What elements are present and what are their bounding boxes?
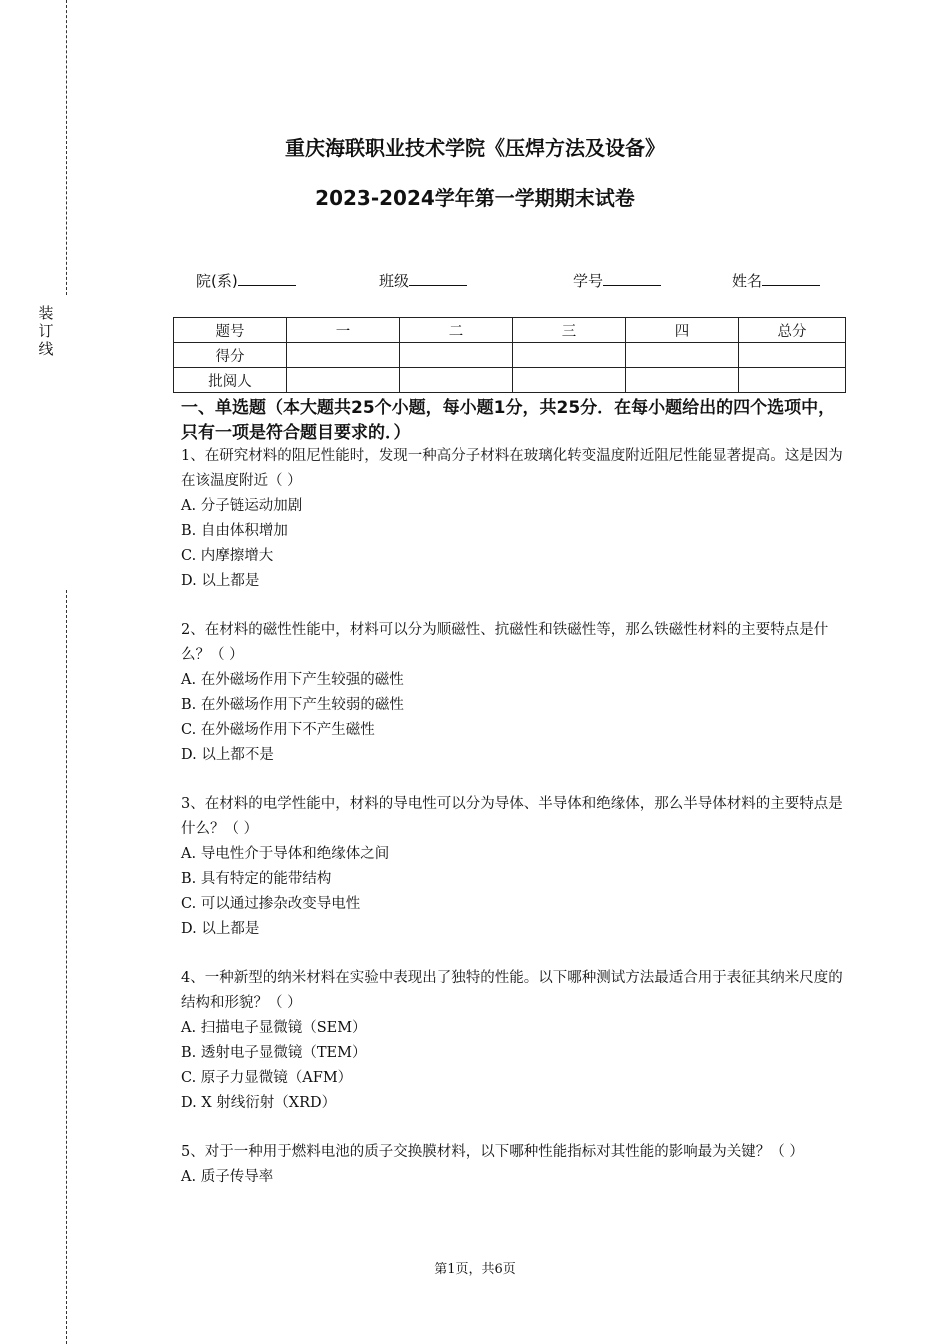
- department-label: 院(系): [196, 272, 238, 290]
- score-header-cell: 题号: [174, 318, 287, 343]
- question-5: [181, 1140, 846, 1190]
- student-id-blank[interactable]: [603, 270, 661, 286]
- department-blank[interactable]: [238, 270, 296, 286]
- score-row-label: 得分: [174, 343, 287, 368]
- binding-char: 装: [38, 304, 54, 322]
- option-a[interactable]: A. 扫描电子显微镜（SEM）: [181, 1020, 367, 1036]
- option-b[interactable]: B. 在外磁场作用下产生较弱的磁性: [181, 697, 404, 713]
- score-table-header-row: [174, 318, 846, 343]
- score-header-cell: 一: [287, 318, 400, 343]
- option-b[interactable]: B. 透射电子显微镜（TEM）: [181, 1045, 367, 1061]
- grader-cell[interactable]: [287, 368, 400, 393]
- question-2: [181, 618, 846, 768]
- department-field: [196, 270, 296, 291]
- binding-line-bottom: [66, 590, 67, 1344]
- option-d[interactable]: D. 以上都不是: [181, 747, 274, 763]
- binding-label: [36, 304, 56, 358]
- option-d[interactable]: D. 以上都是: [181, 921, 260, 937]
- question-stem: 5、对于一种用于燃料电池的质子交换膜材料，以下哪种性能指标对其性能的影响最为关键？（ ）: [181, 1144, 804, 1160]
- option-c[interactable]: C. 原子力显微镜（AFM）: [181, 1070, 353, 1086]
- score-header-cell: 总分: [739, 318, 846, 343]
- score-cell[interactable]: [400, 343, 513, 368]
- score-table: [173, 317, 846, 393]
- class-label: 班级: [379, 272, 410, 290]
- score-cell[interactable]: [287, 343, 400, 368]
- name-field: [732, 270, 820, 291]
- question-4: [181, 966, 846, 1116]
- option-a[interactable]: A. 在外磁场作用下产生较强的磁性: [181, 672, 404, 688]
- question-stem: 1、在研究材料的阻尼性能时，发现一种高分子材料在玻璃化转变温度附近阻尼性能显著提高。这是因为在该温度附近（ ）: [181, 448, 843, 489]
- option-a[interactable]: A. 质子传导率: [181, 1169, 274, 1185]
- option-c[interactable]: C. 内摩擦增大: [181, 548, 274, 564]
- binding-char: 订: [38, 322, 54, 340]
- score-cell[interactable]: [739, 343, 846, 368]
- student-id-field: [573, 270, 661, 291]
- option-d[interactable]: D. 以上都是: [181, 573, 260, 589]
- grader-cell[interactable]: [400, 368, 513, 393]
- option-a[interactable]: A. 分子链运动加剧: [181, 498, 303, 514]
- grader-cell[interactable]: [513, 368, 626, 393]
- option-c[interactable]: C. 在外磁场作用下不产生磁性: [181, 722, 375, 738]
- grader-cell[interactable]: [739, 368, 846, 393]
- option-a[interactable]: A. 导电性介于导体和绝缘体之间: [181, 846, 390, 862]
- question-stem: 4、一种新型的纳米材料在实验中表现出了独特的性能。以下哪种测试方法最适合用于表征其纳米尺度的结构和形貌？（ ）: [181, 970, 843, 1011]
- score-header-cell: 二: [400, 318, 513, 343]
- score-cell[interactable]: [626, 343, 739, 368]
- option-c[interactable]: C. 可以通过掺杂改变导电性: [181, 896, 361, 912]
- score-header-cell: 三: [513, 318, 626, 343]
- grader-row-label: 批阅人: [174, 368, 287, 393]
- score-row: [174, 343, 846, 368]
- binding-char: 线: [38, 340, 54, 358]
- page-number: 第1页，共6页: [434, 1262, 516, 1277]
- student-info-row: [0, 270, 950, 292]
- name-label: 姓名: [732, 272, 763, 290]
- section-heading: 一、单选题（本大题共25个小题，每小题1分，共25分．在每小题给出的四个选项中，只有一项是符合题目要求的．）: [181, 398, 836, 443]
- student-id-label: 学号: [573, 272, 604, 290]
- exam-subtitle: 2023-2024学年第一学期期末试卷: [315, 186, 635, 210]
- question-3: [181, 792, 846, 942]
- class-field: [379, 270, 467, 291]
- option-b[interactable]: B. 具有特定的能带结构: [181, 871, 332, 887]
- name-blank[interactable]: [762, 270, 820, 286]
- question-stem: 2、在材料的磁性性能中，材料可以分为顺磁性、抗磁性和铁磁性等，那么铁磁性材料的主要特点是什么？（ ）: [181, 622, 829, 663]
- option-b[interactable]: B. 自由体积增加: [181, 523, 288, 539]
- grader-cell[interactable]: [626, 368, 739, 393]
- exam-title: 重庆海联职业技术学院《压焊方法及设备》: [285, 136, 665, 160]
- grader-row: [174, 368, 846, 393]
- question-stem: 3、在材料的电学性能中，材料的导电性可以分为导体、半导体和绝缘体，那么半导体材料的主要特点是什么？（ ）: [181, 796, 843, 837]
- question-1: [181, 444, 846, 594]
- score-header-cell: 四: [626, 318, 739, 343]
- score-cell[interactable]: [513, 343, 626, 368]
- class-blank[interactable]: [409, 270, 467, 286]
- option-d[interactable]: D. X 射线衍射（XRD）: [181, 1095, 337, 1111]
